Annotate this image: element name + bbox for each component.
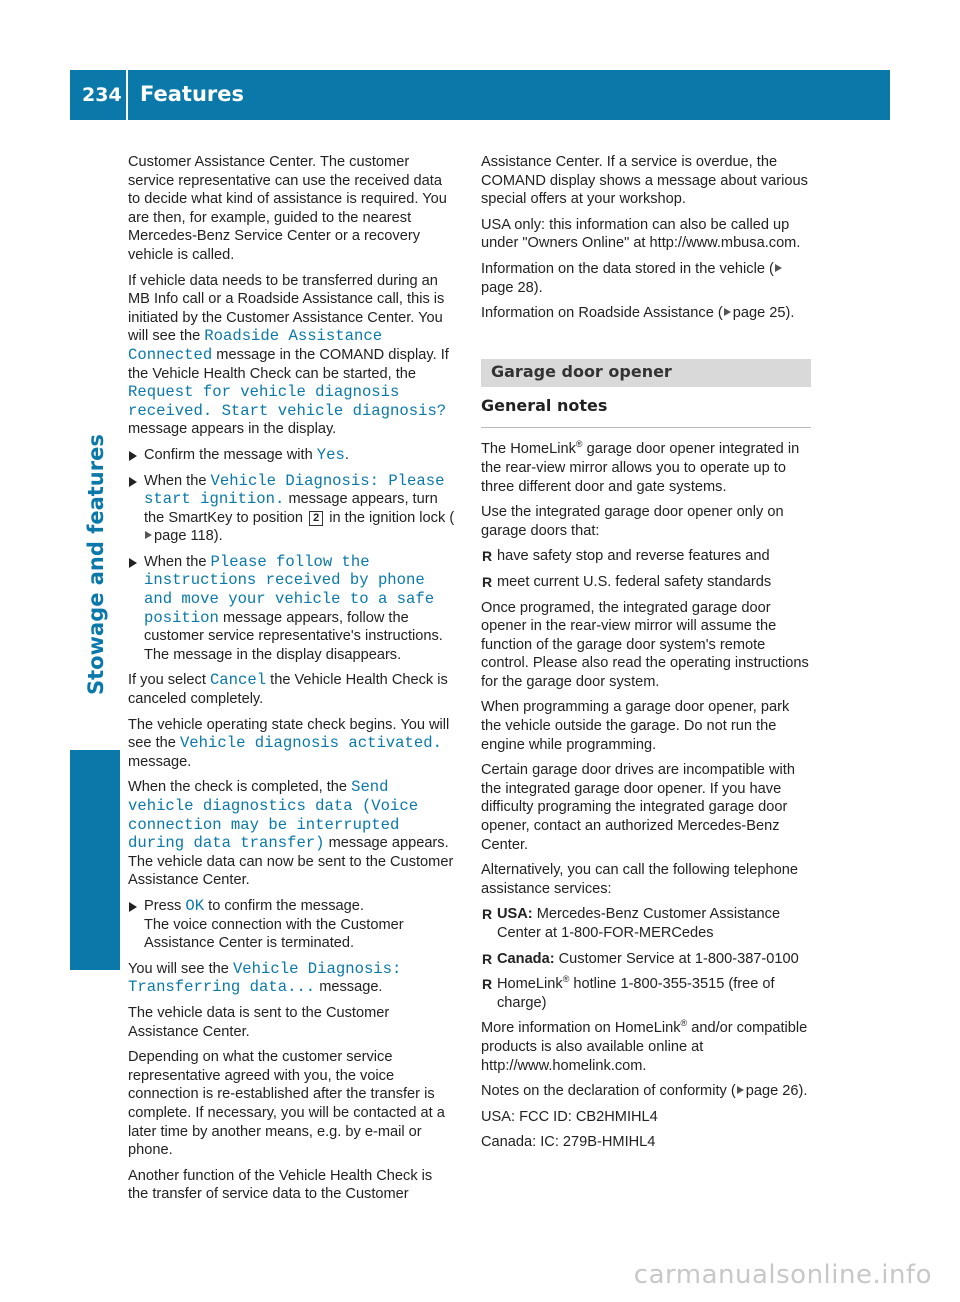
page-title: Features — [140, 82, 244, 106]
paragraph — [128, 671, 456, 708]
list-item — [481, 547, 811, 566]
display-message: OK — [185, 896, 205, 915]
text: have safety stop and reverse features and — [497, 548, 770, 565]
paragraph: Alternatively, you can call the following telephone assistance services: — [481, 862, 798, 897]
text: The voice connection with the Customer Assistance Center is terminated. — [144, 916, 404, 952]
paragraph — [128, 272, 456, 439]
bullet-icon: R — [482, 976, 493, 993]
list-item — [481, 573, 811, 592]
text: garage door opener integrated in the rear-view mirror allows you to operate up to three different door and gate systems. — [481, 441, 800, 495]
paragraph: The vehicle data is sent to the Customer Assistance Center. — [128, 1004, 390, 1040]
text: Notes on the declaration of conformity ( — [481, 1083, 736, 1100]
registered-mark: ® — [680, 1018, 688, 1029]
section-side-label: Stowage and features — [84, 434, 108, 695]
display-message: Please follow the instructions received by phone and move your vehicle to a safe position — [144, 552, 435, 627]
text: message appears. The vehicle data can now be sent to the Customer Assistance Center. — [128, 835, 454, 889]
paragraph — [481, 1082, 811, 1101]
contact-label: Canada: — [497, 950, 555, 967]
page-number: 234 — [82, 84, 122, 106]
paragraph: Another function of the Vehicle Health Check is the transfer of service data to the Customer — [128, 1167, 433, 1203]
text: ). — [785, 305, 795, 322]
paragraph: Once programed, the integrated garage door opener in the rear-view mirror will assume the function of the garage door system's remote control. Please also read the operating instructions for the garage door system. — [481, 599, 809, 690]
display-message: Vehicle Diagnosis: Transferring data... — [128, 959, 402, 997]
registered-mark: ® — [575, 439, 583, 450]
text: The HomeLink — [481, 441, 576, 458]
paragraph: USA only: this information can also be called up under "Owners Online" at http://www.mbusa.com. — [481, 216, 801, 252]
section-heading-bar — [481, 359, 811, 387]
triangle-arrow-icon — [129, 902, 137, 912]
bullet-icon: R — [482, 548, 493, 565]
paragraph — [481, 260, 811, 297]
left-column — [128, 153, 456, 1211]
paragraph — [481, 1019, 811, 1075]
right-column — [481, 153, 811, 1159]
page-reference[interactable]: page 26 — [745, 1083, 799, 1100]
text: to confirm the message. — [208, 897, 364, 914]
instruction-step — [128, 472, 456, 546]
text: message appears in the display. — [128, 421, 337, 438]
instruction-step — [128, 553, 456, 665]
paragraph: Use the integrated garage door opener only on garage doors that: — [481, 504, 784, 539]
display-message: Request for vehicle diagnosis received. Start vehicle diagnosis? — [128, 383, 447, 420]
text: ). — [533, 279, 543, 296]
display-message: Send vehicle diagnostics data (Voice connection may be interrupted during data transfer) — [128, 778, 419, 853]
paragraph — [128, 960, 456, 997]
text: the Vehicle Health Check is canceled completely. — [128, 672, 448, 708]
page-reference[interactable]: page 25 — [732, 305, 786, 322]
text: . — [344, 446, 349, 463]
display-message: Vehicle Diagnosis: Please start ignition. — [144, 471, 445, 509]
list-item — [481, 975, 811, 1012]
page-header — [70, 70, 890, 120]
text: meet current U.S. federal safety standards — [497, 573, 772, 590]
paragraph: Assistance Center. If a service is overdue, the COMAND display shows a message about various special offers at your workshop. — [481, 154, 808, 208]
page-reference[interactable]: page 118 — [154, 528, 214, 545]
bullet-icon: R — [482, 573, 493, 590]
text: The vehicle operating state check begins. You will see the — [128, 716, 450, 752]
display-message: Roadside Assistance Connected — [128, 327, 383, 364]
text: Mercedes-Benz Customer Assistance Center at 1-800-FOR-MERCedes — [497, 906, 781, 941]
subheading: General notes — [481, 397, 811, 429]
display-message: Vehicle diagnosis activated. — [179, 734, 442, 753]
text: The message in the display disappears. — [144, 646, 402, 663]
paragraph: Depending on what the customer service representative agreed with you, the voice connection is re-established after the transfer is complete. If necessary, you will be contacted at a later time by another means, e.g. by e-mail or phone. — [128, 1049, 445, 1159]
header-divider — [126, 70, 128, 120]
text: If vehicle data needs to be transferred during an MB Info call or a Roadside Assistance call, this is initiated by the Customer Assistance Center. You will see the — [128, 272, 445, 345]
paragraph — [128, 716, 456, 772]
text: message appears, follow the customer service representative's instructions. — [144, 609, 443, 645]
page-ref-icon — [145, 531, 152, 539]
registered-mark: ® — [562, 974, 570, 985]
text: in the ignition lock ( — [329, 509, 455, 526]
text: When the check is completed, the — [128, 779, 348, 796]
section-title: Garage door opener — [491, 361, 672, 381]
text: message. — [128, 753, 192, 770]
text: Confirm the message with — [144, 446, 313, 463]
text: When the — [144, 553, 207, 570]
text: When the — [144, 472, 207, 489]
page-ref-icon — [775, 264, 782, 272]
page-reference[interactable]: page 28 — [481, 279, 534, 296]
contact-label: USA: — [497, 906, 533, 923]
side-color-block — [70, 750, 120, 970]
text: ). — [213, 528, 223, 545]
text: You will see the — [128, 960, 229, 977]
page-ref-icon — [724, 308, 731, 316]
instruction-step — [128, 446, 456, 465]
text: ). — [798, 1083, 808, 1100]
instruction-step — [128, 897, 456, 953]
triangle-arrow-icon — [129, 451, 137, 461]
text: message. — [319, 979, 383, 996]
bullet-icon: R — [482, 950, 493, 967]
paragraph: USA: FCC ID: CB2HMIHL4 — [481, 1108, 658, 1125]
paragraph — [481, 440, 811, 496]
text: Press — [144, 897, 182, 914]
paragraph — [481, 304, 811, 323]
text: and/or compatible products is also available online at http://www.homelink.com. — [481, 1020, 808, 1074]
list-item — [481, 905, 811, 942]
list-item — [481, 950, 811, 969]
key-position-2-icon: 2 — [309, 511, 323, 526]
text: Information on the data stored in the vehicle ( — [481, 260, 774, 277]
triangle-arrow-icon — [129, 558, 137, 568]
text: Customer Service at 1-800-387-0100 — [554, 950, 799, 967]
text: If you select — [128, 672, 206, 689]
watermark: carmanualsonline.info — [633, 1260, 932, 1290]
text: message in the COMAND display. If the Vehicle Health Check can be started, the — [128, 346, 449, 382]
display-message: Cancel — [209, 671, 267, 690]
display-message: Yes — [316, 445, 345, 464]
paragraph: Canada: IC: 279B-HMIHL4 — [481, 1134, 656, 1151]
text: message appears, turn the SmartKey to position — [144, 491, 438, 526]
paragraph: Customer Assistance Center. The customer service representative can use the received data to decide what kind of assistance is required. You are then, for example, guided to the nearest Mercedes-Benz Service Center or a recovery vehicle is called. — [128, 154, 447, 263]
bullet-icon: R — [482, 906, 493, 923]
text: HomeLink — [497, 976, 563, 993]
paragraph: When programming a garage door opener, park the vehicle outside the garage. Do not run the engine while programming. — [481, 699, 790, 753]
paragraph: Certain garage door drives are incompatible with the integrated garage door opener. If you have difficulty programing the integrated garage door opener, contact an authorized Mercedes-Benz Center. — [481, 762, 795, 853]
paragraph — [128, 778, 456, 890]
triangle-arrow-icon — [129, 477, 137, 487]
text: hotline 1-800-355-3515 (free of charge) — [497, 976, 775, 1011]
text: More information on HomeLink — [481, 1020, 681, 1037]
text: Information on Roadside Assistance ( — [481, 305, 723, 322]
page-ref-icon — [737, 1086, 744, 1094]
